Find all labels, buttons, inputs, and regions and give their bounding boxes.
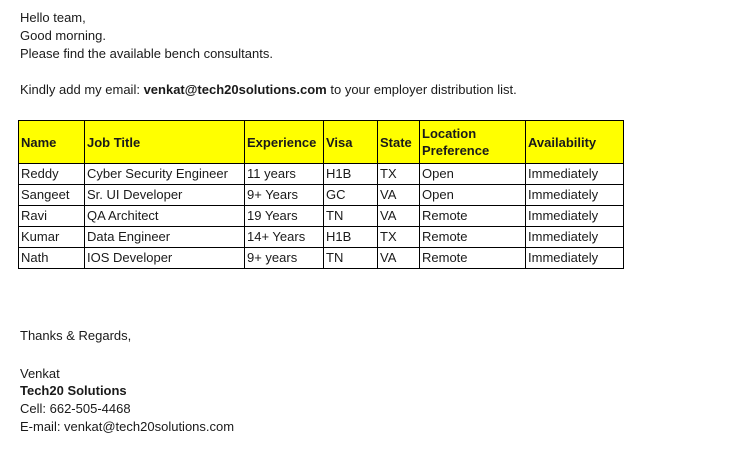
header-name: Name (19, 121, 85, 164)
email-request (20, 81, 517, 99)
cell-state: VA (378, 185, 420, 206)
header-job-title: Job Title (85, 121, 245, 164)
header-location-preference: Location Preference (420, 121, 526, 164)
header-visa: Visa (324, 121, 378, 164)
cell-availability: Immediately (526, 227, 624, 248)
signature-email[interactable]: E-mail: venkat@tech20solutions.com (20, 419, 235, 434)
cell-availability: Immediately (526, 164, 624, 185)
cell-name: Kumar (19, 227, 85, 248)
cell-experience: 19 Years (245, 206, 324, 227)
cell-location: Remote (420, 206, 526, 227)
cell-state: VA (378, 206, 420, 227)
header-experience: Experience (245, 121, 324, 164)
signature-name: Venkat (20, 366, 60, 381)
cell-state: VA (378, 248, 420, 269)
cell-visa: TN (324, 206, 378, 227)
consultants-table (18, 120, 624, 269)
cell-visa: TN (324, 248, 378, 269)
cell-availability: Immediately (526, 185, 624, 206)
header-availability: Availability (526, 121, 624, 164)
signature-company: Tech20 Solutions (20, 383, 127, 398)
closing-regards: Thanks & Regards, (20, 328, 132, 343)
cell-job-title: Cyber Security Engineer (85, 164, 245, 185)
cell-location: Remote (420, 248, 526, 269)
cell-name: Sangeet (19, 185, 85, 206)
cell-availability: Immediately (526, 206, 624, 227)
cell-visa: H1B (324, 164, 378, 185)
greeting-line-2: Good morning. (20, 28, 106, 43)
cell-job-title: QA Architect (85, 206, 245, 227)
cell-location: Open (420, 164, 526, 185)
cell-job-title: Data Engineer (85, 227, 245, 248)
cell-state: TX (378, 164, 420, 185)
email-request-suffix: to your employer distribution list. (326, 82, 517, 97)
table-row (19, 185, 624, 206)
cell-name: Nath (19, 248, 85, 269)
cell-experience: 9+ Years (245, 185, 324, 206)
table-row (19, 248, 624, 269)
cell-state: TX (378, 227, 420, 248)
cell-job-title: Sr. UI Developer (85, 185, 245, 206)
table-row (19, 227, 624, 248)
cell-job-title: IOS Developer (85, 248, 245, 269)
table-header-row (19, 121, 624, 164)
cell-visa: GC (324, 185, 378, 206)
cell-name: Ravi (19, 206, 85, 227)
cell-location: Open (420, 185, 526, 206)
cell-experience: 9+ years (245, 248, 324, 269)
cell-availability: Immediately (526, 248, 624, 269)
cell-location: Remote (420, 227, 526, 248)
cell-name: Reddy (19, 164, 85, 185)
greeting-line-3: Please find the available bench consultants. (20, 46, 273, 61)
cell-experience: 14+ Years (245, 227, 324, 248)
signature-cell: Cell: 662-505-4468 (20, 401, 131, 416)
table-row (19, 206, 624, 227)
email-request-address[interactable]: venkat@tech20solutions.com (143, 82, 327, 97)
email-request-prefix: Kindly add my email: (20, 82, 144, 97)
cell-visa: H1B (324, 227, 378, 248)
table-row (19, 164, 624, 185)
header-state: State (378, 121, 420, 164)
greeting-line-1: Hello team, (20, 10, 86, 25)
cell-experience: 11 years (245, 164, 324, 185)
